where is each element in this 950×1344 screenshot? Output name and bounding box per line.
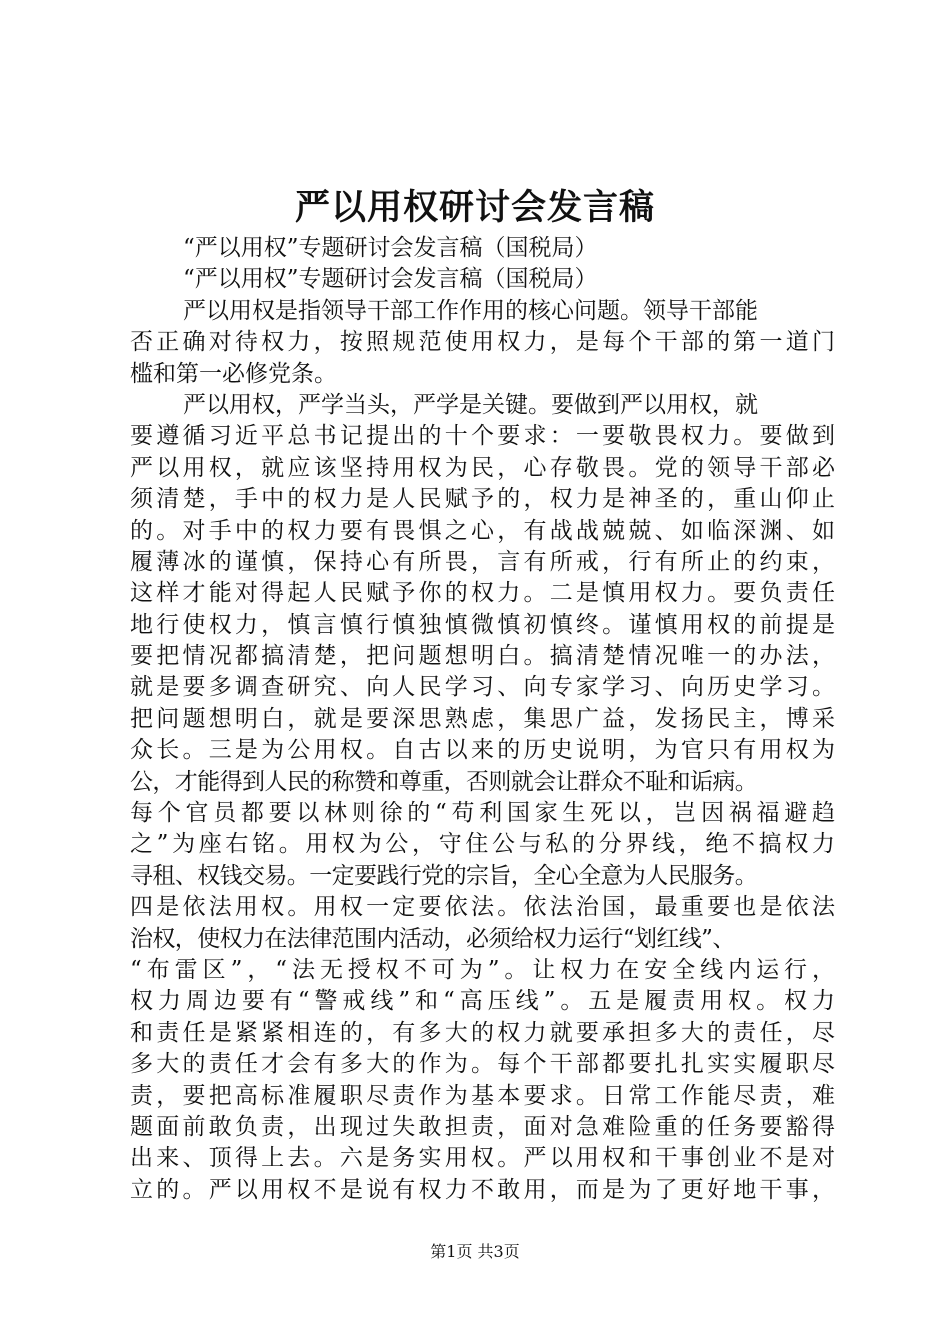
paragraph-line: 要遵循习近平总书记提出的十个要求：一要敬畏权力。要做到 bbox=[130, 423, 835, 450]
paragraph-line: 题面前敢负责，出现过失敢担责，面对急难险重的任务要豁得 bbox=[130, 1113, 835, 1140]
page-number-footer: 第1页 共3页 bbox=[430, 1242, 520, 1261]
paragraph-line: 就是要多调查研究、向人民学习、向专家学习、向历史学习。 bbox=[130, 674, 835, 701]
paragraph-line: 多大的责任才会有多大的作为。每个干部都要扎扎实实履职尽 bbox=[130, 1051, 835, 1078]
paragraph-line: 槛和第一必修党条。 bbox=[130, 360, 337, 387]
paragraph-line: 严以用权，严学当头，严学是关键。要做到严以用权，就 bbox=[183, 391, 758, 418]
paragraph-line: 寻租、权钱交易。一定要践行党的宗旨，全心全意为人民服务。 bbox=[130, 862, 758, 889]
paragraph-line: 严以用权是指领导干部工作作用的核心问题。领导干部能 bbox=[183, 297, 758, 324]
paragraph-line: 权力周边要有“警戒线”和“高压线”。五是履责用权。权力 bbox=[130, 988, 835, 1015]
paragraph-line: 立的。严以用权不是说有权力不敢用，而是为了更好地干事， bbox=[130, 1176, 835, 1203]
paragraph-line: 和责任是紧紧相连的，有多大的权力就要承担多大的责任，尽 bbox=[130, 1019, 835, 1046]
paragraph-line: 严以用权，就应该坚持用权为民，心存敬畏。党的领导干部必 bbox=[130, 454, 835, 481]
document-title: 严以用权研讨会发言稿 bbox=[294, 187, 655, 228]
paragraph-line: 地行使权力，慎言慎行慎独慎微慎初慎终。谨慎用权的前提是 bbox=[130, 611, 835, 638]
subtitle-line: “严以用权”专题研讨会发言稿（国税局） bbox=[183, 235, 598, 261]
paragraph-line: 之”为座右铭。用权为公，守住公与私的分界线，绝不搞权力 bbox=[130, 831, 835, 858]
paragraph-line: 要把情况都搞清楚，把问题想明白。搞清楚情况唯一的办法， bbox=[130, 643, 835, 670]
paragraph-line: 的。对手中的权力要有畏惧之心，有战战兢兢、如临深渊、如 bbox=[130, 517, 835, 544]
paragraph-line: 须清楚，手中的权力是人民赋予的，权力是神圣的，重山仰止 bbox=[130, 486, 835, 513]
paragraph-line: 这样才能对得起人民赋予你的权力。二是慎用权力。要负责任 bbox=[130, 580, 835, 607]
paragraph-line: 把问题想明白，就是要深思熟虑，集思广益，发扬民主，博采 bbox=[130, 705, 835, 732]
paragraph-line: “布雷区”，“法无授权不可为”。让权力在安全线内运行， bbox=[130, 956, 835, 983]
subtitle-line: “严以用权”专题研讨会发言稿（国税局） bbox=[183, 266, 598, 293]
paragraph-line: 每个官员都要以林则徐的“苟利国家生死以，岂因祸福避趋 bbox=[130, 800, 835, 827]
paragraph-line: 四是依法用权。用权一定要依法。依法治国，最重要也是依法 bbox=[130, 894, 835, 921]
document-body bbox=[130, 233, 835, 1206]
paragraph-line: 履薄冰的谨慎，保持心有所畏，言有所戒，行有所止的约束， bbox=[130, 548, 835, 575]
paragraph-line: 否正确对待权力，按照规范使用权力，是每个干部的第一道门 bbox=[130, 329, 835, 356]
paragraph-line: 责，要把高标准履职尽责作为基本要求。日常工作能尽责，难 bbox=[130, 1082, 835, 1109]
paragraph-line: 公，才能得到人民的称赞和尊重，否则就会让群众不耻和诟病。 bbox=[130, 768, 758, 795]
paragraph-line: 出来、顶得上去。六是务实用权。严以用权和干事创业不是对 bbox=[130, 1145, 835, 1172]
paragraph-line: 治权，使权力在法律范围内活动，必须给权力运行“划红线”、 bbox=[130, 925, 735, 952]
paragraph-line: 众长。三是为公用权。自古以来的历史说明，为官只有用权为 bbox=[130, 737, 835, 764]
